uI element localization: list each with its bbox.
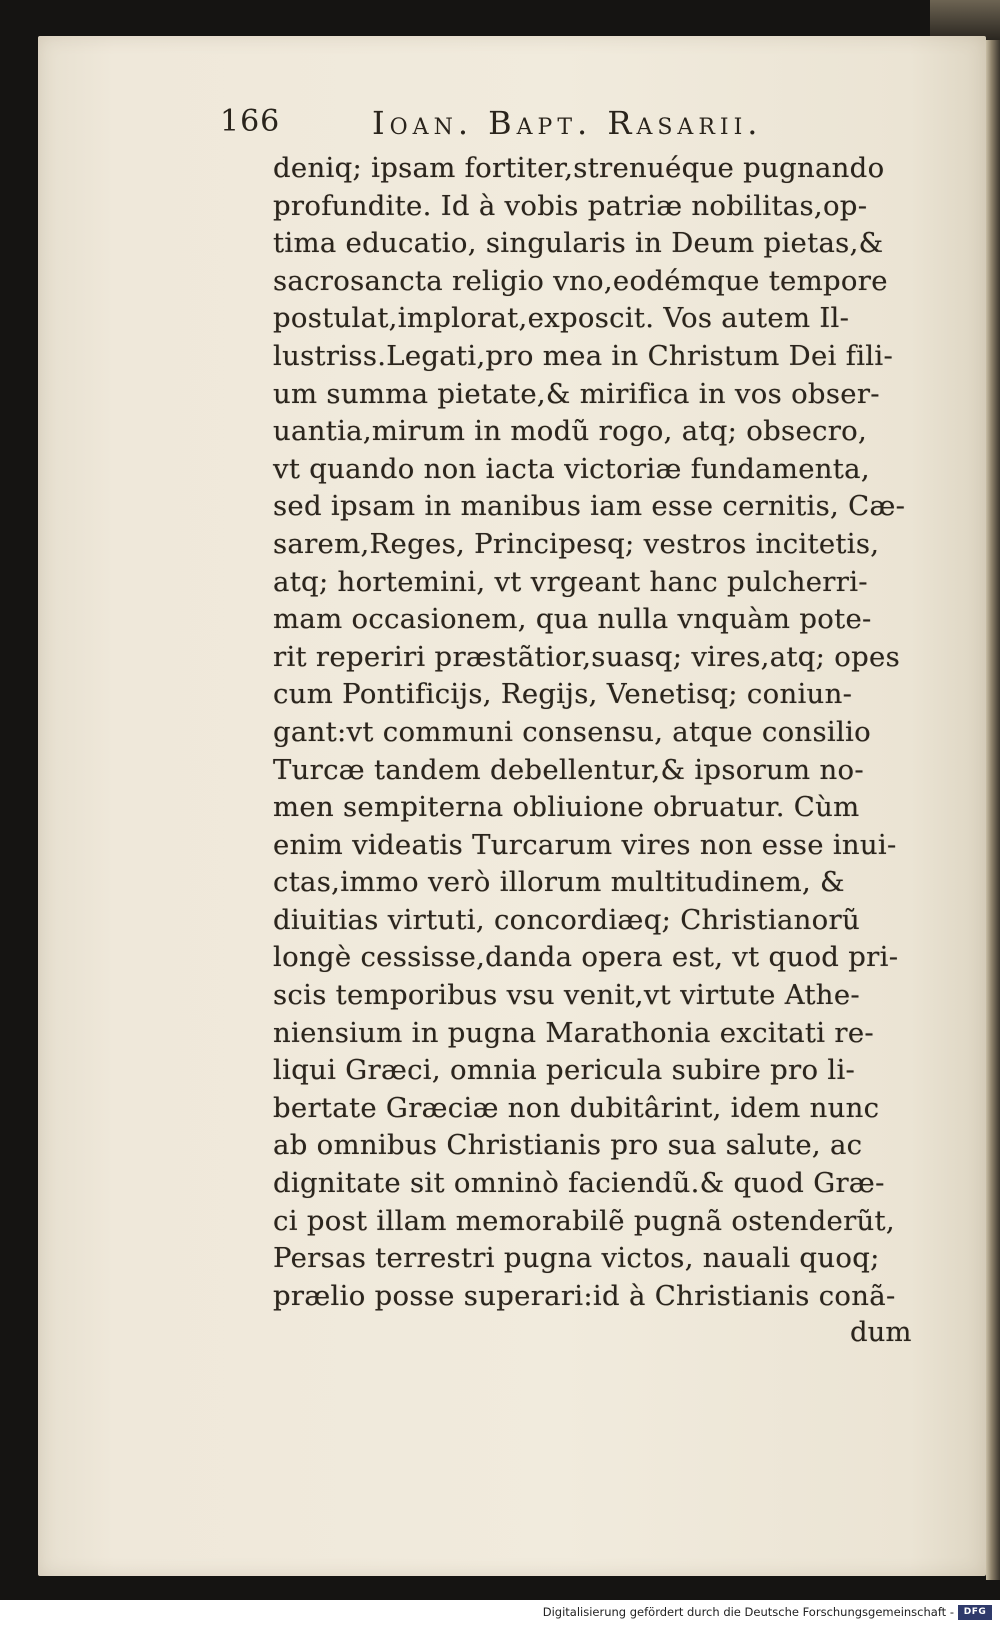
text-line: ctas,immo verò illorum multitudinem, & [273, 866, 845, 899]
text-line: dignitate sit omninò faciendũ.& quod Græ- [273, 1167, 885, 1200]
text-line: liqui Græci, omnia pericula subire pro li- [273, 1054, 856, 1087]
text-line: lustriss.Legati,pro mea in Christum Dei fili- [273, 339, 894, 372]
text-line: postulat,implorat,exposcit. Vos autem Il- [273, 302, 850, 335]
scan-corner-shadow [930, 0, 1000, 40]
text-line: sacrosancta religio vno,eodémque tempore [273, 264, 888, 297]
text-line: vt quando non iacta victoriæ fundamenta, [273, 452, 870, 485]
text-line: sed ipsam in manibus iam esse cernitis, Cæ- [273, 490, 906, 523]
text-line: tima educatio, singularis in Deum pietas,& [273, 227, 884, 260]
text-line: gant:vt communi consensu, atque consilio [273, 715, 871, 748]
body-text [273, 150, 943, 1315]
page-header [220, 104, 850, 150]
text-line: um summa pietate,& mirifica in vos obser- [273, 377, 880, 410]
text-line: enim videatis Turcarum vires non esse inui- [273, 828, 897, 861]
funding-credit: Digitalisierung gefördert durch die Deutsche Forschungsgemeinschaft - [542, 1605, 954, 1619]
text-line: mam occasionem, qua nulla vnquàm pote- [273, 603, 872, 636]
text-line: Persas terrestri pugna victos, nauali quoq; [273, 1242, 880, 1275]
text-line: sarem,Reges, Principesq; vestros incitetis, [273, 527, 880, 560]
running-title: Ioan. Bapt. Rasarii. [372, 104, 763, 142]
page-number: 166 [220, 104, 281, 139]
text-line: longè cessisse,danda opera est, vt quod pri- [273, 941, 899, 974]
text-line: cum Pontificijs, Regijs, Venetisq; coniun- [273, 678, 853, 711]
text-line: ci post illam memorabilẽ pugnã ostenderũt, [273, 1204, 895, 1237]
text-line: diuitias virtuti, concordiæq; Christianorũ [273, 903, 860, 936]
text-line: ab omnibus Christianis pro sua salute, ac [273, 1129, 863, 1162]
text-line: bertate Græciæ non dubitârint, idem nunc [273, 1091, 880, 1124]
text-line: deniq; ipsam fortiter,strenuéque pugnando [273, 152, 885, 184]
dfg-logo-icon: DFG [958, 1605, 992, 1620]
text-line: scis temporibus vsu venit,vt virtute Athe- [273, 979, 860, 1012]
text-line: men sempiterna obliuione obruatur. Cùm [273, 791, 860, 824]
footer-bar [0, 1600, 1000, 1626]
text-line: prælio posse superari:id à Christianis conã- [273, 1279, 896, 1312]
text-line: atq; hortemini, vt vrgeant hanc pulcherri- [273, 565, 868, 598]
text-line: rit reperiri præstãtior,suasq; vires,atq; opes [273, 640, 901, 673]
text-line: uantia,mirum in modũ rogo, atq; obsecro, [273, 415, 868, 448]
text-line: niensium in pugna Marathonia excitati re- [273, 1016, 875, 1049]
catchword: dum [850, 1316, 912, 1348]
text-line: Turcæ tandem debellentur,& ipsorum no- [273, 753, 864, 786]
text-line: profundite. Id à vobis patriæ nobilitas,op- [273, 189, 868, 222]
page-edge [986, 40, 1000, 1580]
